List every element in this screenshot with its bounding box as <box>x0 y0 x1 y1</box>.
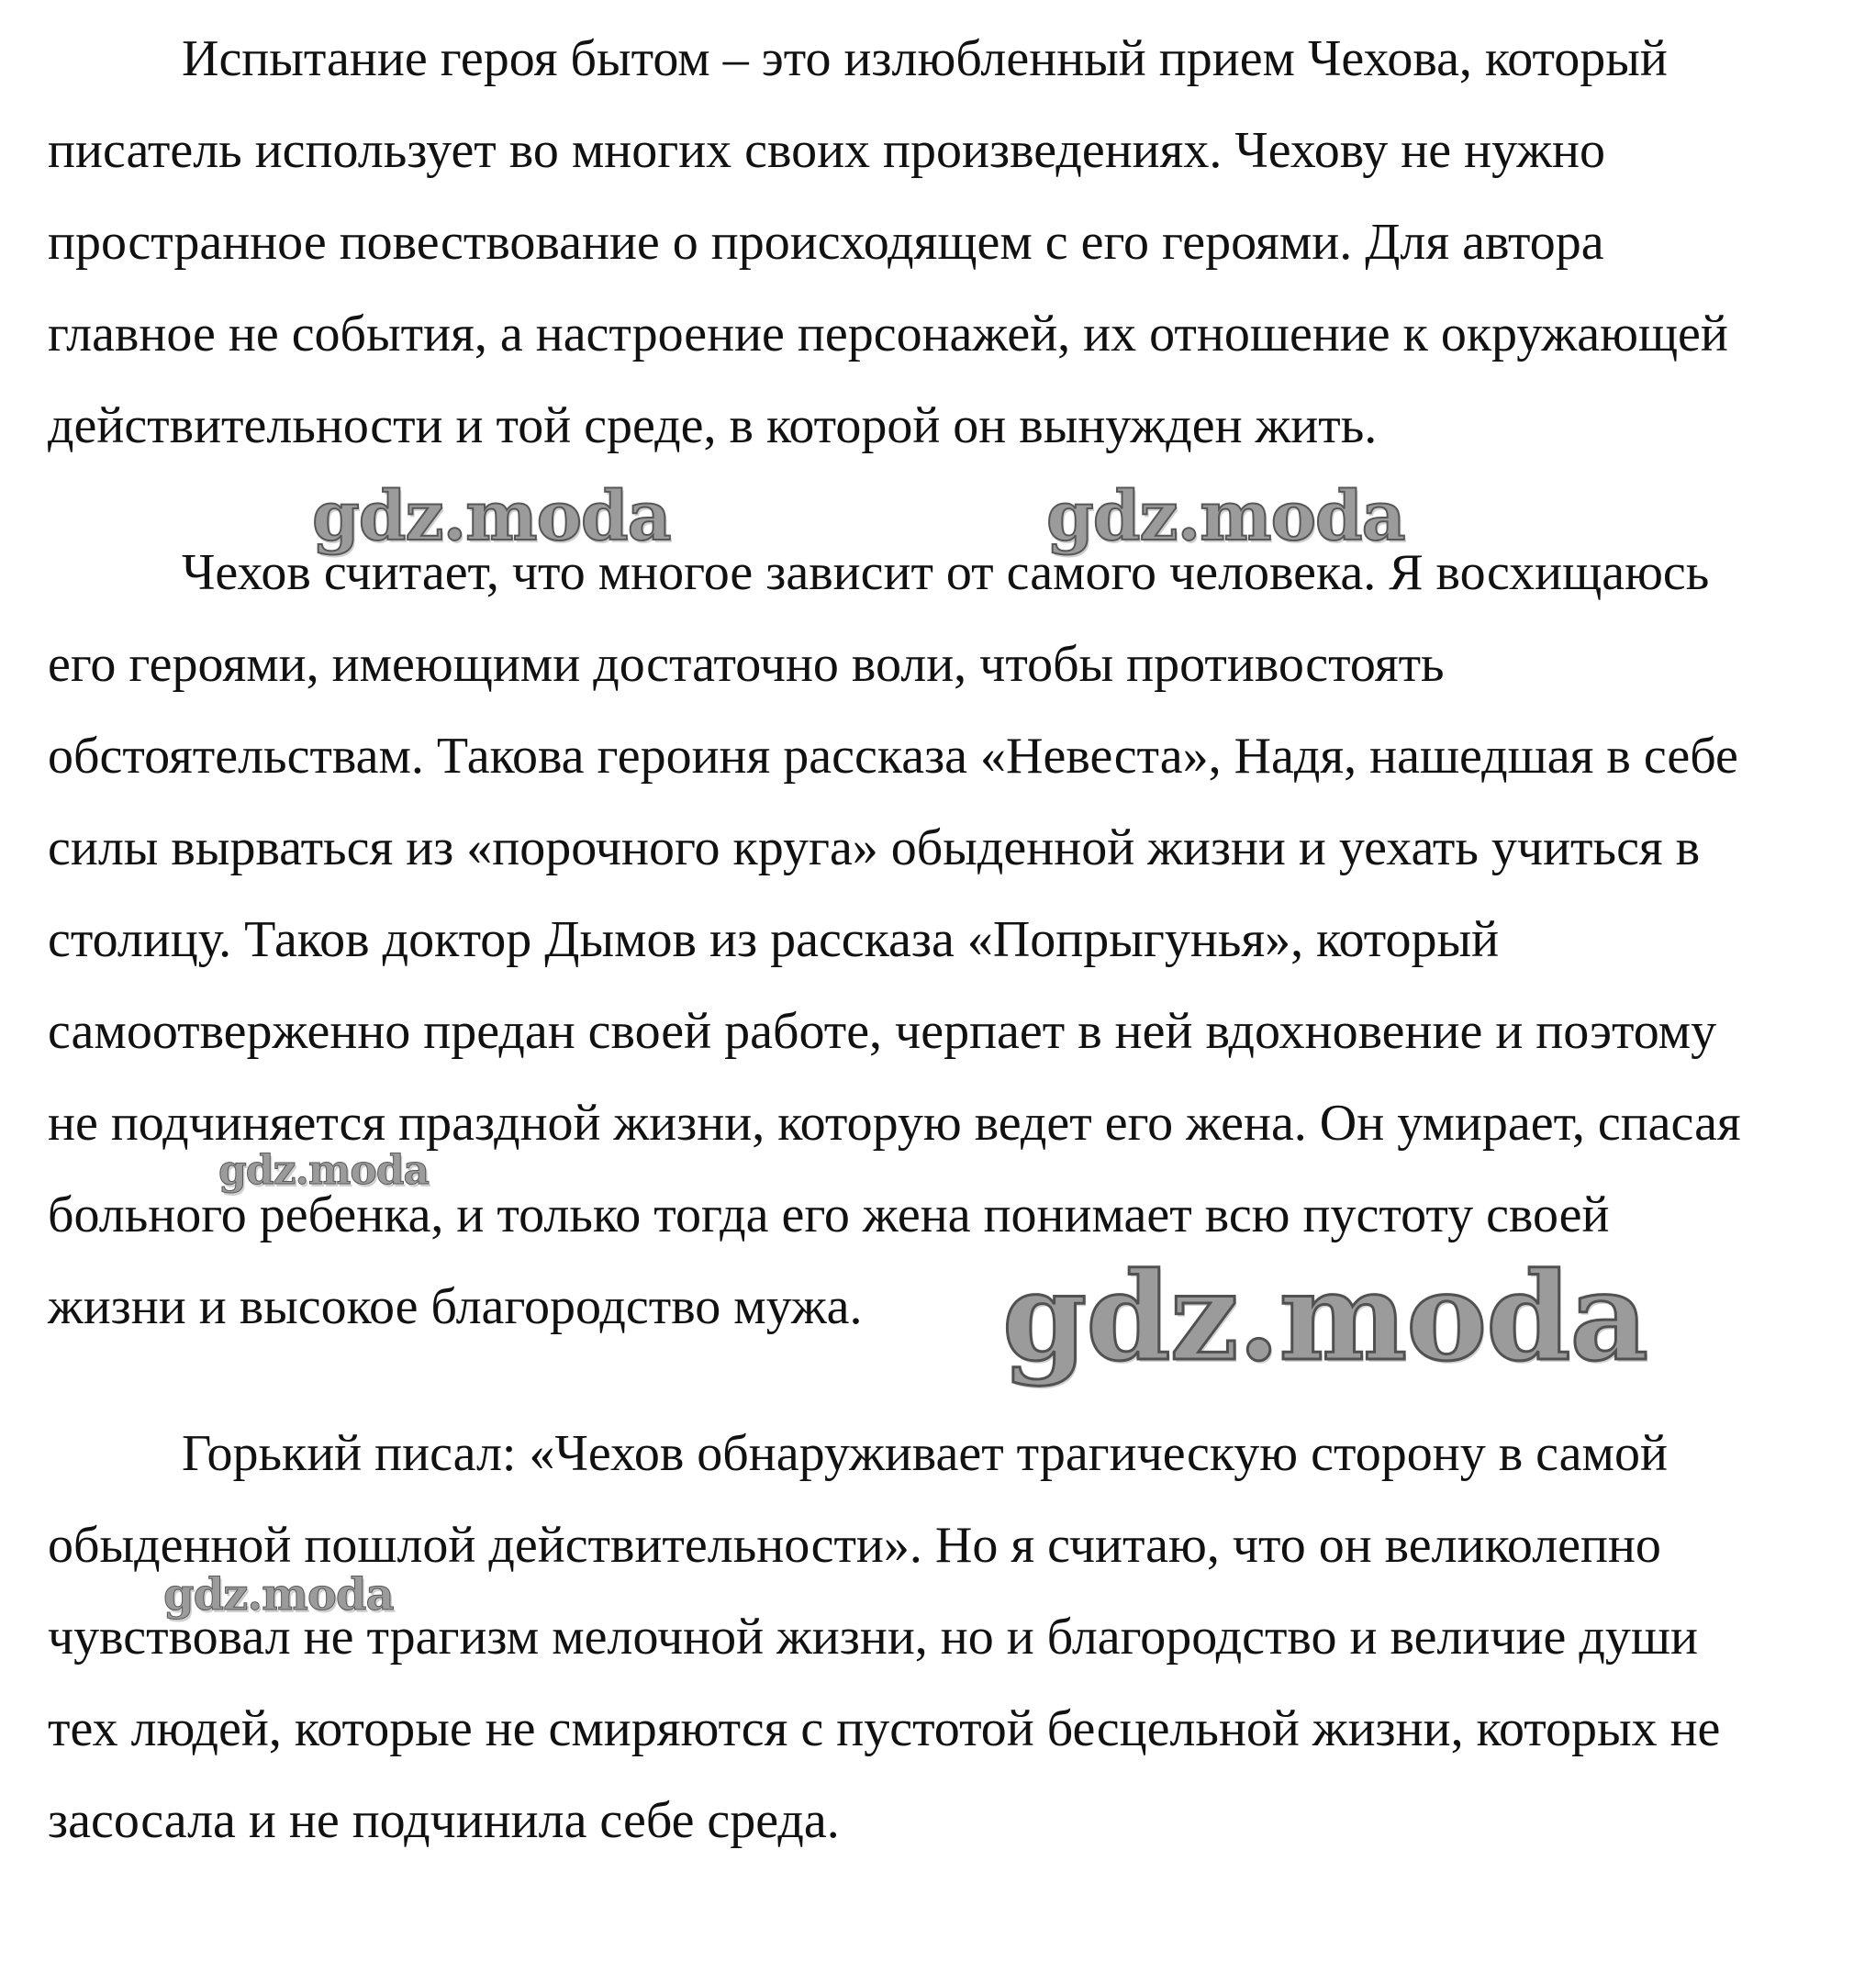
text-line: Горький писал: «Чехов обнаруживает трагическую сторону в самой <box>182 1425 1668 1482</box>
watermark: gdz.moda <box>1002 1246 1648 1388</box>
text-line: Чехов считает, что многое зависит от самого человека. Я восхищаюсь <box>182 544 1710 601</box>
text-line: жизни и высокое благородство мужа. <box>48 1278 863 1335</box>
text-line: засосала и не подчинила себе среда. <box>48 1792 840 1849</box>
paragraph-3 <box>48 1408 1837 1866</box>
watermark: gdz.moda <box>1046 477 1405 556</box>
text-line: самоотверженно предан своей работе, черпает в ней вдохновение и поэтому <box>48 1003 1717 1060</box>
watermark: gdz.moda <box>312 477 671 556</box>
watermark: gdz.moda <box>163 1569 394 1621</box>
text-line: писатель использует во многих своих произведениях. Чехову не нужно <box>48 122 1606 179</box>
text-line: действительности и той среде, в которой он вынужден жить. <box>48 397 1378 454</box>
text-line: силы вырваться из «порочного круга» обыденной жизни и уехать учиться в <box>48 819 1701 876</box>
text-line: тех людей, которые не смиряются с пустотой бесцельной жизни, которых не <box>48 1700 1721 1757</box>
text-line: его героями, имеющими достаточно воли, чтобы противостоять <box>48 636 1445 693</box>
text-line: обстоятельствам. Такова героиня рассказа «Невеста», Надя, нашедшая в себе <box>48 728 1738 785</box>
text-line: больного ребенка, и только тогда его жена понимает всю пустоту своей <box>48 1187 1610 1243</box>
paragraph-2 <box>48 527 1837 1353</box>
text-line: чувствовал не трагизм мелочной жизни, но и благородство и величие души <box>48 1609 1698 1666</box>
text-line: Испытание героя бытом – это излюбленный прием Чехова, который <box>182 30 1668 87</box>
text-line: не подчиняется праздной жизни, которую ведет его жена. Он умирает, спасая <box>48 1095 1741 1152</box>
text-line: пространное повествование о происходящем с его героями. Для автора <box>48 214 1604 271</box>
text-line: столицу. Таков доктор Дымов из рассказа «Попрыгунья», который <box>48 911 1500 968</box>
watermark: gdz.moda <box>218 1147 430 1194</box>
text-line: обыденной пошлой действительности». Но я считаю, что он великолепно <box>48 1517 1661 1574</box>
paragraph-1 <box>48 13 1837 472</box>
text-line: главное не события, а настроение персонажей, их отношение к окружающей <box>48 306 1728 362</box>
